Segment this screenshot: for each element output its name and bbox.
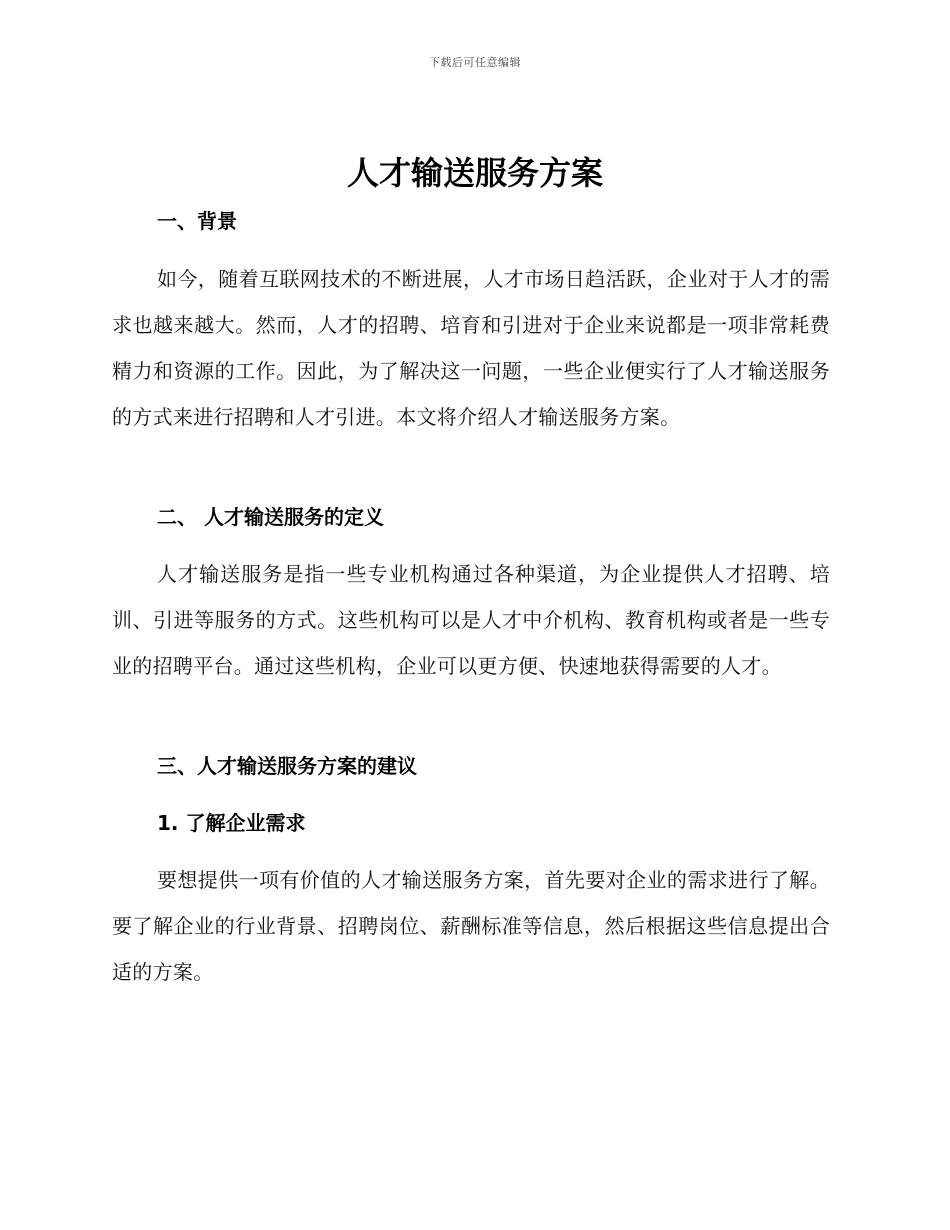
subsection-paragraph-understand-needs: 要想提供一项有价值的人才输送服务方案，首先要对企业的需求进行了解。要了解企业的行业背景、招聘岗位、薪酬标准等信息，然后根据这些信息提出合适的方案。 (112, 868, 830, 984)
section-heading-suggestions: 三、人才输送服务方案的建议 (157, 754, 417, 778)
subsection-heading-understand-needs: 1. 了解企业需求 (157, 811, 306, 835)
header-note: 下载后可任意编辑 (429, 56, 521, 69)
section-paragraph-definition: 人才输送服务是指一些专业机构通过各种渠道，为企业提供人才招聘、培训、引进等服务的方式。这些机构可以是人才中介机构、教育机构或者是一些专业的招聘平台。通过这些机构，企业可以更方便、快速地获得需要的人才。 (112, 562, 830, 678)
section-heading-background: 一、背景 (157, 209, 237, 233)
document-title: 人才输送服务方案 (346, 154, 603, 192)
section-paragraph-background: 如今，随着互联网技术的不断进展，人才市场日趋活跃，企业对于人才的需求也越来越大。然而，人才的招聘、培育和引进对于企业来说都是一项非常耗费精力和资源的工作。因此，为了解决这一问题，一些企业便实行了人才输送服务的方式来进行招聘和人才引进。本文将介绍人才输送服务方案。 (112, 267, 830, 429)
section-heading-definition: 二、 人才输送服务的定义 (157, 505, 384, 529)
